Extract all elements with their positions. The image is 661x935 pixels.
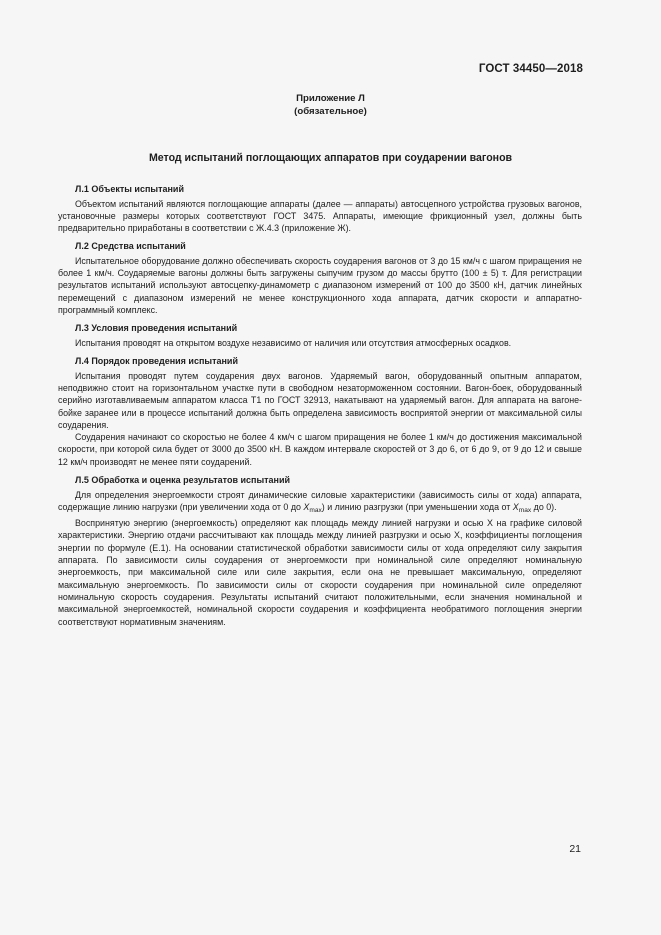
- variable-x: X: [512, 501, 519, 512]
- appendix-heading: [0, 92, 661, 118]
- standard-code: ГОСТ 34450—2018: [478, 63, 583, 75]
- paragraph: Соударения начинают со скоростью не более 4 км/ч с шагом приращения не более 1 км/ч до достижения максимальной скорости, при которой сила будет от 3000 до 3500 кН. В каждом интервале скоростей от 3 до 6, от 6 до 9, от 9 до 12 и свыше 12 км/ч производят не менее пяти соударений.: [58, 432, 582, 467]
- document-body: [58, 183, 582, 634]
- page-number: 21: [569, 843, 581, 855]
- document-title: Метод испытаний поглощающих аппаратов при соударении вагонов: [148, 152, 513, 164]
- section-l3: [58, 322, 582, 349]
- paragraph: Воспринятую энергию (энергоемкость) определяют как площадь между линией нагрузки и осью X на графике силовой характеристики. Энергию отдачи рассчитывают как площадь между линией разгрузки и осью X, коэффициенты поглощения энергии по формуле (Е.1). На основании статистической обработки зависимости силы от хода определяют силу закрытия аппарата. По зависимости силы соударения от энергоемкости при номинальной силе определяют номинальную энергоемкость, при максимальной силе или силе закрытия, если она не превышает максимальную, определяют максимальную энергоемкость. По зависимости силы от скорости соударения при номинальной силе определяют номинальную скорость соударения. Результаты испытаний считают положительными, если значения номинальной и максимальной энергоемкостей, номинальной скорости соударения и коэффициента необратимого поглощения энергии соответствуют нормативным значениям.: [58, 518, 582, 627]
- appendix-title: Приложение Л: [296, 93, 365, 104]
- variable-x: X: [303, 501, 310, 512]
- section-l4: [58, 355, 582, 468]
- section-heading: Л.3 Условия проведения испытаний: [75, 323, 238, 334]
- section-l1: [58, 183, 582, 234]
- paragraph: [58, 489, 582, 518]
- text-run: ) и линию разгрузки (при уменьшении хода от: [321, 501, 513, 512]
- section-l5: [58, 474, 582, 628]
- paragraph: Испытания проводят путем соударения двух вагонов. Ударяемый вагон, оборудованный опытным аппаратом, неподвижно стоит на горизонтальном участке пути в свободном незаторможенном состоянии. Вагон-боек, оборудованный серийно изготавливаемым аппаратом класса Т1 по ГОСТ 32913, накатывают на ударяемый вагон. Для аппарата на вагоне-бойке заранее или в процессе испытаний должна быть определена зависимость восприятой энергии от максимальной силы соударения.: [58, 370, 582, 430]
- subscript-max: max: [518, 506, 532, 514]
- section-heading: Л.4 Порядок проведения испытаний: [75, 356, 238, 367]
- section-heading: Л.5 Обработка и оценка результатов испытаний: [75, 475, 291, 486]
- section-heading: Л.1 Объекты испытаний: [75, 184, 185, 194]
- text-run: до 0).: [531, 501, 557, 512]
- paragraph: Испытания проводят на открытом воздухе независимо от наличия или отсутствия атмосферных осадков.: [75, 337, 512, 348]
- subscript-max: max: [309, 506, 322, 514]
- section-l2: [58, 240, 582, 316]
- appendix-subtitle: (обязательное): [294, 106, 367, 117]
- text-run: Для определения энергоемкости строят динамические силовые характеристики (зависимость силы от хода) аппарата, содержащие линию нагрузки (при увеличении хода от 0 до: [58, 489, 582, 512]
- section-heading: Л.2 Средства испытаний: [75, 241, 186, 252]
- paragraph: Объектом испытаний являются поглощающие аппараты (далее — аппараты) автосцепного устройства грузовых вагонов, установочные размеры которых соответствуют ГОСТ 3475. Аппараты, имеющие фрикционный узел, должны быть предварительно приработаны в соответствии с Ж.4.3 (приложение Ж).: [58, 198, 582, 234]
- paragraph: Испытательное оборудование должно обеспечивать скорость соударения вагонов от 3 до 15 км/ч с шагом приращения не более 1 км/ч. Соударяемые вагоны должны быть загружены сыпучим грузом до массы брутто (100 ± 5) т. Для регистрации результатов испытаний используют автосцепку-динамометр с диапазоном измерений от 100 до 3500 кН, датчик линейных перемещений с диапазоном измерений не менее конструкционного хода аппарата, датчик скорости и аппаратно-программный комплекс.: [58, 255, 582, 316]
